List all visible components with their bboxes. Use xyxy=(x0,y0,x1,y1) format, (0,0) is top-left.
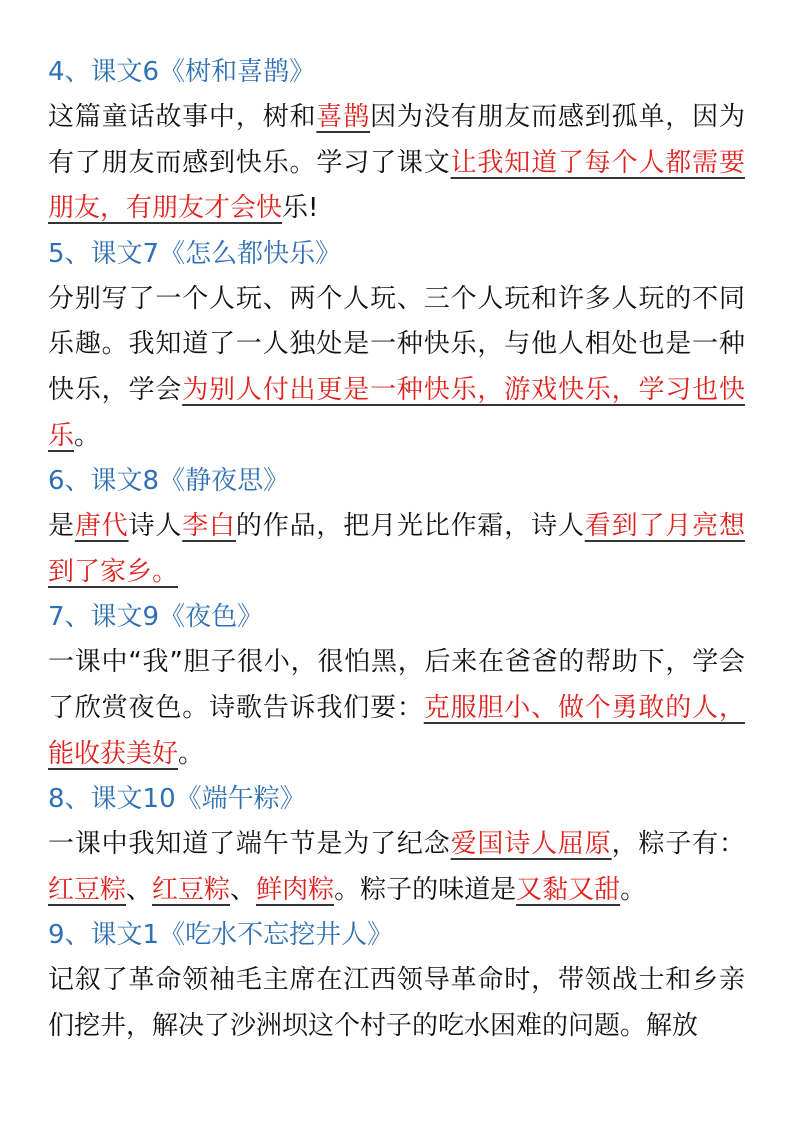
highlighted-answer: 喜鹊 xyxy=(316,102,371,132)
section-heading: 7、课文9《夜色》 xyxy=(48,602,264,633)
highlighted-answer: 红豆粽 xyxy=(48,874,127,905)
paragraph-text: 一课中我知道了端午节是为了纪念 xyxy=(48,829,451,860)
paragraph-text: 。 xyxy=(178,738,205,769)
paragraph-text: 。 xyxy=(74,420,101,451)
highlighted-answer: 让我知道了每个人都需要朋友，有朋友才会快 xyxy=(48,147,745,224)
section-paragraph xyxy=(48,958,745,1049)
paragraph-text: 这篇童话故事中，树和 xyxy=(48,102,317,132)
paragraph-text: 。 xyxy=(620,874,647,905)
section-heading: 6、课文8《静夜思》 xyxy=(48,466,290,497)
section-paragraph xyxy=(48,95,745,232)
section-heading: 4、课文6《树和喜鹊》 xyxy=(48,57,316,87)
highlighted-answer: 克服胆小、做个勇敢的人，能收获美好 xyxy=(48,692,745,769)
paragraph-text: 、 xyxy=(230,874,257,905)
paragraph-text: 因为没有朋友而感到孤单，因为有了朋友而感到快乐。学习了课文 xyxy=(48,102,745,178)
paragraph-text: ，粽子有： xyxy=(611,829,745,860)
paragraph-text: 记叙了革命领袖毛主席在江西领导革命时，带领战士和乡亲们挖井，解决了沙洲坝这个村子的吃水困难的问题。解放 xyxy=(48,965,745,1041)
highlighted-answer: 为别人付出更是一种快乐，游戏快乐，学习也快乐 xyxy=(48,374,745,451)
highlighted-answer: 爱国诗人屈原 xyxy=(450,829,612,860)
section-heading: 5、课文7《怎么都快乐》 xyxy=(48,238,342,269)
paragraph-text: 。粽子的味道是 xyxy=(334,874,517,905)
section-heading: 8、课文10《端午粽》 xyxy=(48,784,306,815)
paragraph-text: 诗人 xyxy=(128,511,183,542)
paragraph-text: 的作品，把月光比作霜，诗人 xyxy=(235,511,585,542)
highlighted-answer: 红豆粽 xyxy=(152,874,231,905)
paragraph-text: 乐! xyxy=(282,193,319,224)
section-paragraph xyxy=(48,504,745,595)
paragraph-text: 、 xyxy=(126,874,153,905)
highlighted-answer: 唐代 xyxy=(74,511,129,542)
paragraph-text: 分别写了一个人玩、两个人玩、三个人玩和许多人玩的不同乐趣。我知道了一人独处是一种快乐，与他人相处也是一种快乐，学会 xyxy=(48,283,745,405)
highlighted-answer: 看到了月亮想到了家乡。 xyxy=(48,511,745,587)
highlighted-answer: 鲜肉粽 xyxy=(256,874,335,905)
highlighted-answer: 又黏又甜 xyxy=(516,874,621,905)
section-paragraph xyxy=(48,822,745,913)
highlighted-answer: 李白 xyxy=(182,511,236,542)
paragraph-text: 是 xyxy=(48,511,75,542)
section-heading: 9、课文1《吃水不忘挖井人》 xyxy=(48,920,394,951)
section-paragraph xyxy=(48,277,745,459)
paragraph-text: 一课中“我”胆子很小，很怕黑，后来在爸爸的帮助下，学会了欣赏夜色。诗歌告诉我们要： xyxy=(48,647,745,723)
section-paragraph xyxy=(48,640,745,777)
